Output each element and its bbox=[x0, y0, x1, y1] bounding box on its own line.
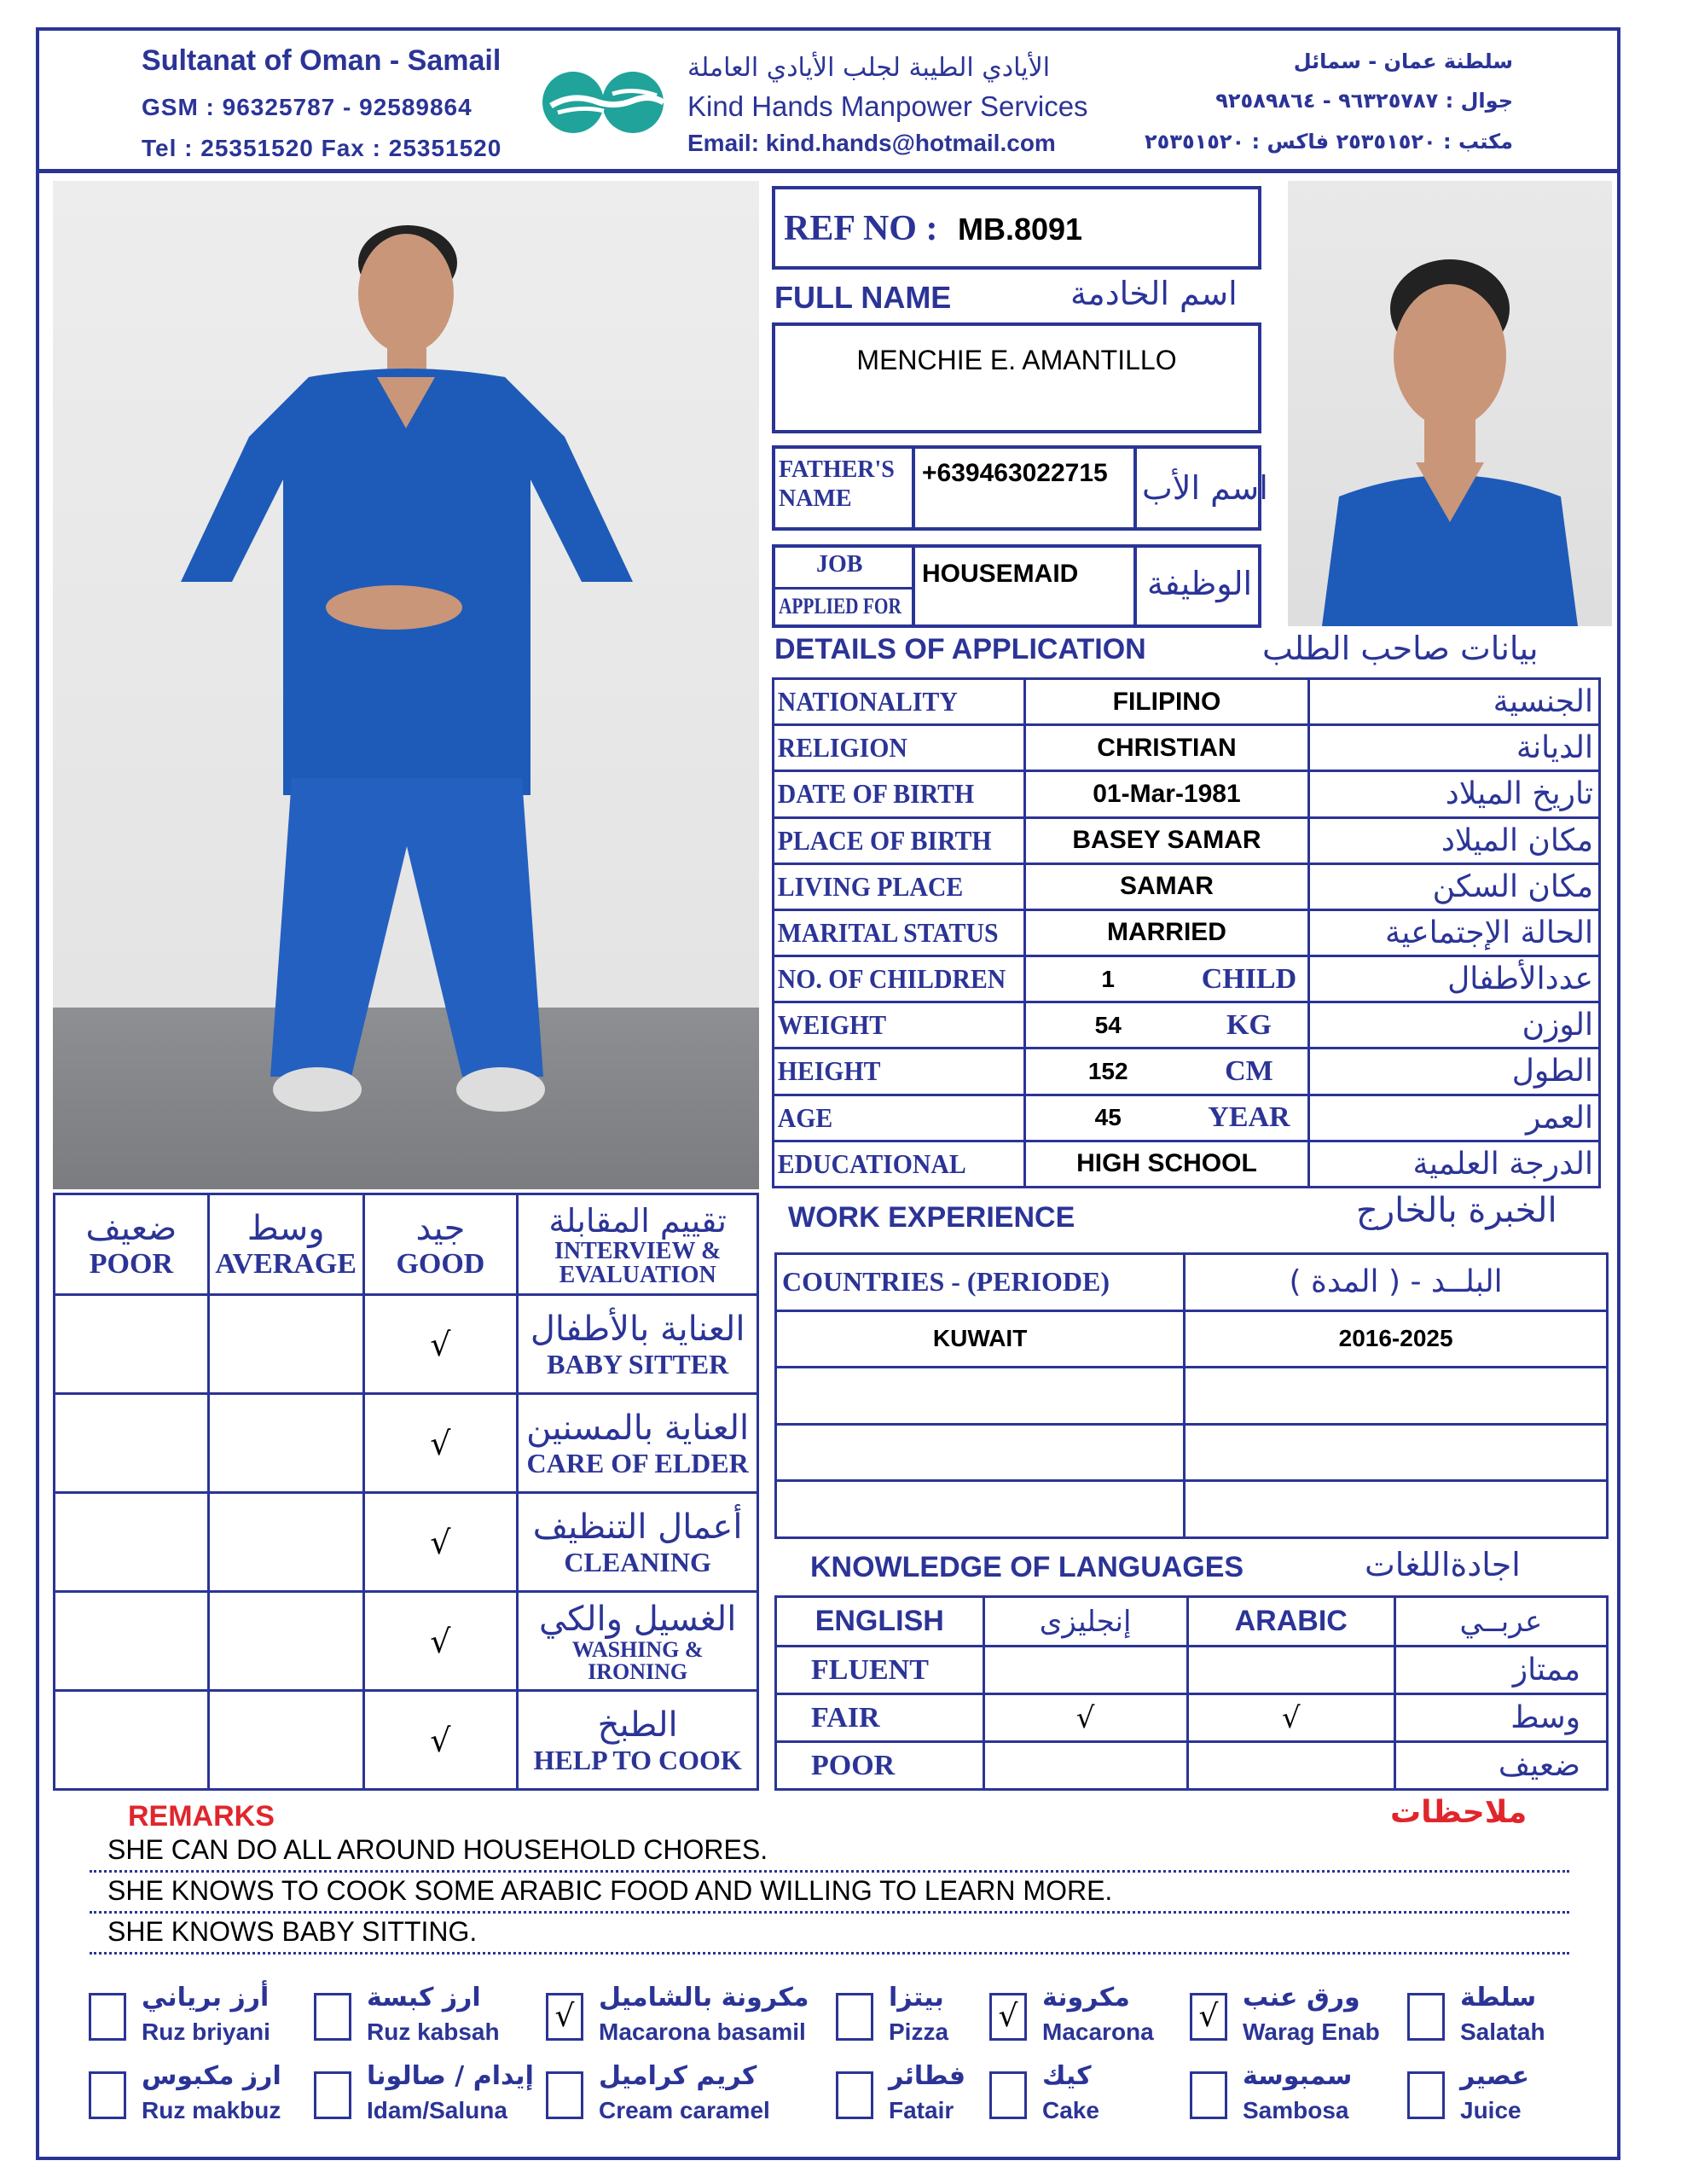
detail-label-ar: العمر bbox=[1525, 1100, 1593, 1136]
languages-title: KNOWLEDGE OF LANGUAGES bbox=[810, 1551, 1244, 1583]
father-label-ar: اسم الأب bbox=[1142, 469, 1268, 507]
full-name-box bbox=[772, 322, 1261, 433]
arabic-header-ar: عربــي bbox=[1459, 1604, 1543, 1639]
job-applied-value: HOUSEMAID bbox=[922, 560, 1079, 588]
job-label-line1: JOB bbox=[816, 551, 863, 578]
details-row bbox=[774, 1141, 1600, 1187]
remark-line: SHE KNOWS TO COOK SOME ARABIC FOOD AND WILLING TO LEARN MORE. bbox=[107, 1875, 1113, 1906]
header-divider bbox=[36, 169, 1620, 173]
evaluation-label-line2: EVALUATION bbox=[559, 1261, 716, 1288]
skill-label-ar: الطبخ bbox=[597, 1705, 678, 1745]
detail-label: NATIONALITY bbox=[777, 686, 958, 717]
details-row bbox=[774, 863, 1600, 909]
english-mark: √ bbox=[1075, 1700, 1095, 1735]
ref-no-value: MB.8091 bbox=[958, 212, 1083, 247]
skill-label: CARE OF ELDER bbox=[526, 1447, 749, 1478]
details-row bbox=[774, 817, 1600, 863]
skill-label-line2: IRONING bbox=[588, 1658, 688, 1684]
job-applied-box bbox=[772, 544, 1261, 628]
skill-label-ar: العناية بالأطفال bbox=[530, 1309, 745, 1349]
food-label-ar: فطائر bbox=[889, 2061, 966, 2091]
full-name-value: MENCHIE E. AMANTILLO bbox=[856, 345, 1177, 375]
kind-hands-logo-icon bbox=[539, 68, 675, 136]
good-mark: √ bbox=[430, 1721, 451, 1759]
food-label-ar: إيدام / صالونا bbox=[367, 2061, 534, 2091]
father-name-box bbox=[772, 445, 1268, 531]
skill-label: CLEANING bbox=[564, 1546, 711, 1577]
food-label: Pizza bbox=[889, 2018, 949, 2045]
food-label: Salatah bbox=[1460, 2018, 1545, 2045]
work-country: KUWAIT bbox=[932, 1325, 1028, 1352]
detail-label-ar: الجنسية bbox=[1493, 684, 1593, 720]
details-row bbox=[774, 909, 1600, 956]
detail-label-ar: الحالة الإجتماعية bbox=[1385, 915, 1593, 950]
food-checkbox[interactable] bbox=[314, 1993, 351, 2041]
food-checkbox[interactable] bbox=[989, 2071, 1027, 2119]
good-label: GOOD bbox=[396, 1247, 485, 1280]
remark-line: SHE KNOWS BABY SITTING. bbox=[107, 1916, 478, 1947]
detail-value: SAMAR bbox=[1119, 872, 1214, 901]
detail-value: 54 bbox=[1094, 1011, 1122, 1038]
food-checkbox[interactable] bbox=[314, 2071, 351, 2119]
detail-unit: CM bbox=[1225, 1054, 1273, 1087]
food-checkbox[interactable]: √ bbox=[546, 1993, 583, 2041]
work-experience-row bbox=[776, 1310, 1608, 1368]
full-name-label-ar: اسم الخادمة bbox=[1070, 275, 1238, 312]
food-checkbox[interactable] bbox=[546, 2071, 583, 2119]
detail-value: 45 bbox=[1094, 1104, 1122, 1131]
detail-label-ar: تاريخ الميلاد bbox=[1445, 776, 1593, 812]
detail-value: FILIPINO bbox=[1112, 687, 1221, 716]
average-label: AVERAGE bbox=[215, 1247, 357, 1280]
detail-label-ar: مكان السكن bbox=[1432, 868, 1593, 904]
detail-label: PLACE OF BIRTH bbox=[777, 824, 992, 856]
detail-label-ar: الوزن bbox=[1522, 1008, 1593, 1043]
food-label-ar: مكرونة bbox=[1042, 1983, 1130, 2013]
skill-label: HELP TO COOK bbox=[533, 1744, 742, 1775]
food-label-ar: ارز مكبوس bbox=[142, 2061, 281, 2091]
good-mark: √ bbox=[430, 1424, 451, 1462]
father-name-value: +639463022715 bbox=[922, 459, 1108, 487]
food-label-ar: ارز كبسة bbox=[367, 1983, 481, 2013]
detail-label: WEIGHT bbox=[777, 1009, 887, 1041]
details-row bbox=[774, 1002, 1600, 1048]
food-checkbox[interactable] bbox=[1190, 2071, 1227, 2119]
details-row bbox=[774, 725, 1600, 771]
detail-value: 01-Mar-1981 bbox=[1093, 779, 1241, 808]
food-checkbox[interactable] bbox=[89, 2071, 126, 2119]
language-level-ar: ممتاز bbox=[1512, 1653, 1580, 1687]
food-label-ar: سمبوسة bbox=[1243, 2061, 1353, 2091]
poor-label: POOR bbox=[89, 1247, 173, 1280]
details-title-ar: بيانات صاحب الطلب bbox=[1262, 630, 1539, 667]
detail-label: RELIGION bbox=[777, 732, 907, 764]
food-label: Juice bbox=[1460, 2097, 1522, 2123]
company-email: Email: kind.hands@hotmail.com bbox=[687, 130, 1056, 156]
father-label-line2: NAME bbox=[779, 485, 852, 512]
food-label-ar: كريم كراميل bbox=[599, 2061, 757, 2091]
languages-table bbox=[774, 1595, 1609, 1791]
detail-label: DATE OF BIRTH bbox=[777, 778, 975, 810]
good-mark: √ bbox=[430, 1523, 451, 1561]
food-label-ar: كيك bbox=[1042, 2061, 1092, 2091]
countries-col-header-ar: البلــد - ( المدة ) bbox=[1289, 1264, 1503, 1300]
language-level: FAIR bbox=[811, 1701, 880, 1734]
evaluation-row bbox=[55, 1394, 758, 1493]
food-label-ar: سلطة bbox=[1460, 1983, 1537, 2013]
office-ar: مكتب : ٢٥٣٥١٥٢٠ فاكس : ٢٥٣٥١٥٢٠ bbox=[1145, 130, 1513, 154]
evaluation-table bbox=[53, 1193, 759, 1791]
remark-dotted-line bbox=[90, 1952, 1569, 1955]
food-checkbox[interactable] bbox=[89, 1993, 126, 2041]
detail-label: AGE bbox=[777, 1101, 833, 1133]
languages-title-ar: اجادةاللغات bbox=[1365, 1546, 1521, 1583]
full-name-label: FULL NAME bbox=[774, 280, 952, 315]
details-row bbox=[774, 771, 1600, 817]
details-row bbox=[774, 956, 1600, 1002]
detail-label: MARITAL STATUS bbox=[777, 916, 999, 948]
country-ar: سلطنة عمان - سمائل bbox=[1293, 49, 1513, 73]
detail-unit: KG bbox=[1226, 1008, 1272, 1041]
english-header-ar: إنجليزى bbox=[1039, 1604, 1132, 1639]
work-experience-row bbox=[776, 1368, 1608, 1425]
remarks-label: REMARKS bbox=[128, 1800, 275, 1833]
language-level: FLUENT bbox=[811, 1653, 929, 1686]
detail-unit: CHILD bbox=[1201, 962, 1297, 995]
details-title: DETAILS OF APPLICATION bbox=[774, 633, 1146, 665]
detail-label: EDUCATIONAL bbox=[777, 1147, 966, 1179]
good-mark: √ bbox=[430, 1622, 451, 1660]
detail-value: CHRISTIAN bbox=[1097, 733, 1237, 762]
language-level-ar: وسط bbox=[1510, 1700, 1580, 1735]
detail-label-ar: الديانة bbox=[1516, 730, 1593, 766]
evaluation-label-ar: تقييم المقابلة bbox=[548, 1201, 727, 1240]
food-label: Warag Enab bbox=[1243, 2018, 1380, 2045]
ref-no-box bbox=[772, 186, 1261, 270]
detail-label-ar: الدرجة العلمية bbox=[1412, 1146, 1593, 1182]
company-name-en: Sultanat of Oman - Samail bbox=[142, 44, 501, 77]
work-experience-title: WORK EXPERIENCE bbox=[788, 1201, 1075, 1234]
details-row bbox=[774, 1095, 1600, 1141]
food-checkbox[interactable] bbox=[1407, 1993, 1445, 2041]
detail-value: MARRIED bbox=[1106, 918, 1226, 947]
language-level: POOR bbox=[811, 1749, 896, 1781]
food-checkbox[interactable]: √ bbox=[1190, 1993, 1227, 2041]
remark-dotted-line bbox=[90, 1870, 1569, 1873]
good-mark: √ bbox=[430, 1325, 451, 1363]
skill-label-ar: العناية بالمسنين bbox=[526, 1408, 750, 1448]
food-label: Ruz kabsah bbox=[367, 2018, 500, 2045]
food-label: Cream caramel bbox=[599, 2097, 770, 2123]
food-label-ar: مكرونة بالشاميل bbox=[599, 1983, 809, 2013]
arabic-header: ARABIC bbox=[1234, 1605, 1348, 1637]
job-label-ar: الوظيفة bbox=[1147, 565, 1253, 602]
average-label-ar: وسط bbox=[246, 1208, 325, 1248]
detail-value: 1 bbox=[1101, 965, 1115, 992]
details-row bbox=[774, 1048, 1600, 1095]
evaluation-row bbox=[55, 1691, 758, 1790]
skill-label-ar: أعمال التنظيف bbox=[532, 1507, 743, 1547]
food-label: Macarona basamil bbox=[599, 2018, 806, 2045]
detail-label: LIVING PLACE bbox=[777, 870, 964, 902]
evaluation-label-line1: INTERVIEW & bbox=[554, 1237, 722, 1264]
father-label-line1: FATHER'S bbox=[779, 456, 895, 483]
food-checkbox[interactable] bbox=[1407, 2071, 1445, 2119]
evaluation-row bbox=[55, 1592, 758, 1691]
details-table bbox=[772, 677, 1601, 1188]
poor-label-ar: ضعيف bbox=[85, 1208, 177, 1248]
work-experience-title-ar: الخبرة بالخارج bbox=[1356, 1191, 1557, 1230]
good-label-ar: جيد bbox=[415, 1208, 466, 1248]
mobile-ar: جوال : ٩٦٣٢٥٧٨٧ - ٩٢٥٨٩٨٦٤ bbox=[1215, 89, 1513, 113]
language-level-ar: ضعيف bbox=[1498, 1748, 1580, 1783]
work-experience-row bbox=[776, 1481, 1608, 1538]
detail-value: 152 bbox=[1087, 1057, 1128, 1084]
details-row bbox=[774, 679, 1600, 725]
evaluation-row bbox=[55, 1295, 758, 1394]
countries-col-header: COUNTRIES - (PERIODE) bbox=[782, 1266, 1110, 1298]
arabic-mark: √ bbox=[1281, 1700, 1301, 1735]
skill-label-ar: الغسيل والكي bbox=[538, 1599, 737, 1639]
food-label: Cake bbox=[1042, 2097, 1099, 2123]
work-experience-table bbox=[774, 1252, 1609, 1539]
detail-label-ar: مكان الميلاد bbox=[1441, 822, 1593, 858]
detail-value: HIGH SCHOOL bbox=[1076, 1149, 1257, 1178]
food-label: Sambosa bbox=[1243, 2097, 1349, 2123]
evaluation-row bbox=[55, 1493, 758, 1592]
food-label: Idam/Saluna bbox=[367, 2097, 507, 2123]
food-label: Fatair bbox=[889, 2097, 954, 2123]
skill-label: BABY SITTER bbox=[547, 1348, 729, 1380]
job-label-line2: APPLIED FOR bbox=[779, 594, 901, 619]
company-brand-en: Kind Hands Manpower Services bbox=[687, 90, 1088, 122]
food-checkbox[interactable] bbox=[836, 2071, 873, 2119]
food-checkbox[interactable]: √ bbox=[989, 1993, 1027, 2041]
detail-label: NO. OF CHILDREN bbox=[777, 963, 1006, 995]
food-label-ar: عصير bbox=[1460, 2061, 1529, 2091]
language-row bbox=[776, 1647, 1608, 1694]
detail-value: BASEY SAMAR bbox=[1072, 826, 1261, 855]
detail-label: HEIGHT bbox=[777, 1055, 881, 1087]
language-row bbox=[776, 1742, 1608, 1790]
work-period: 2016-2025 bbox=[1338, 1325, 1453, 1352]
portrait-photo bbox=[1288, 181, 1612, 626]
food-label: Ruz makbuz bbox=[142, 2097, 281, 2123]
ref-no-label: REF NO : bbox=[784, 209, 938, 248]
food-label-ar: ورق عنب bbox=[1243, 1983, 1360, 2013]
detail-unit: YEAR bbox=[1208, 1101, 1290, 1134]
tel-fax-number: Tel : 25351520 Fax : 25351520 bbox=[142, 135, 502, 161]
detail-label-ar: عددالأطفال bbox=[1447, 961, 1593, 997]
food-label: Ruz briyani bbox=[142, 2018, 270, 2045]
gsm-number: GSM : 96325787 - 92589864 bbox=[142, 94, 472, 120]
detail-label-ar: الطول bbox=[1511, 1054, 1593, 1089]
language-row bbox=[776, 1694, 1608, 1742]
full-body-photo bbox=[53, 181, 759, 1189]
company-name-ar: الأيادي الطيبة لجلب الأيادي العاملة bbox=[687, 53, 1051, 83]
food-label-ar: أرز برياني bbox=[142, 1983, 270, 2013]
english-header: ENGLISH bbox=[815, 1605, 944, 1637]
food-checkbox[interactable] bbox=[836, 1993, 873, 2041]
work-experience-row bbox=[776, 1424, 1608, 1481]
skill-label: WASHING & bbox=[571, 1636, 704, 1662]
food-label: Macarona bbox=[1042, 2018, 1154, 2045]
remark-dotted-line bbox=[90, 1911, 1569, 1914]
remarks-label-ar: ملاحظات bbox=[1390, 1795, 1528, 1830]
food-label-ar: بيتزا bbox=[889, 1983, 944, 2013]
remark-line: SHE CAN DO ALL AROUND HOUSEHOLD CHORES. bbox=[107, 1834, 768, 1865]
